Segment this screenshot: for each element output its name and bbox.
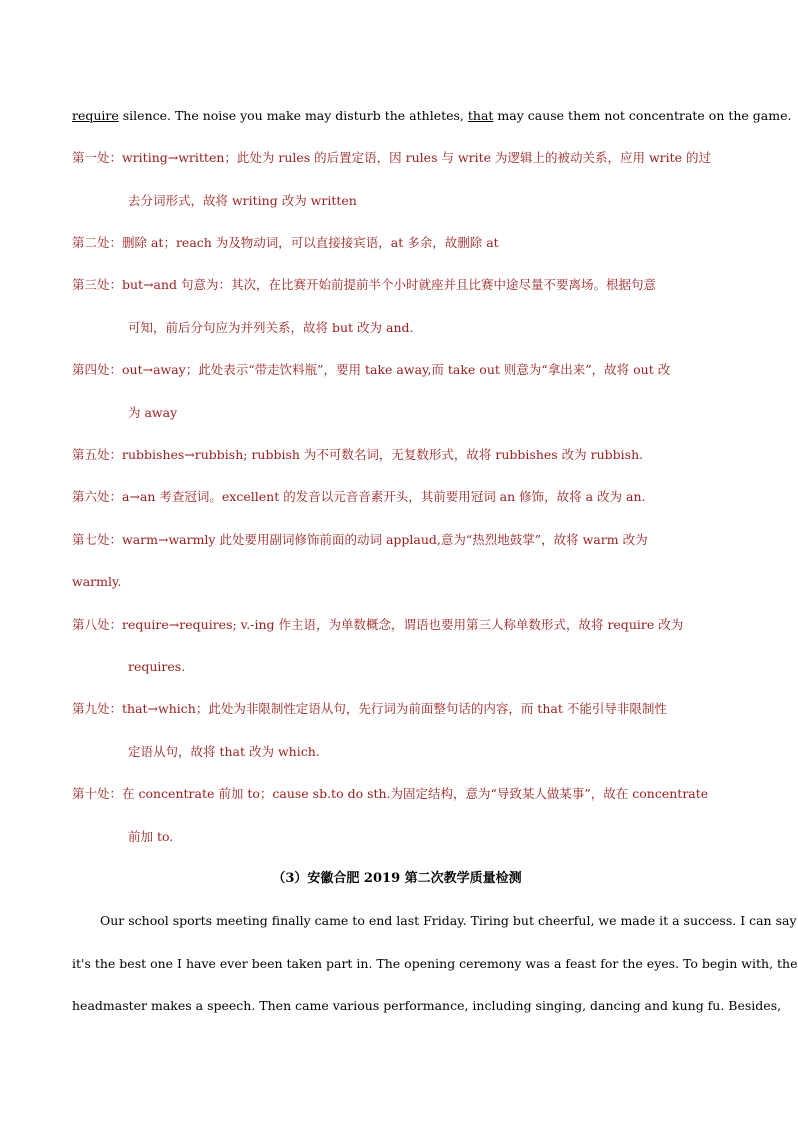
passage-line-1: Our school sports meeting finally came to end last Friday. Tiring but cheerful, we made it a success. I can say (100, 913, 797, 928)
correction-9-line1: 第九处：that→which；此处为非限制性定语从句，先行词为前面整句话的内容，而 that 不能引导非限制性 (72, 701, 667, 716)
passage-line-2: it's the best one I have ever been taken part in. The opening ceremony was a feast for the eyes. To begin with, the (72, 956, 798, 971)
correction-6-line1: 第六处：a→an 考查冠词。excellent 的发音以元音音素开头，其前要用冠词 an 修饰，故将 a 改为 an. (72, 489, 646, 504)
correction-7-line2: warmly. (72, 574, 122, 589)
correction-4-line1: 第四处：out→away；此处表示“带走饮料瓶”，要用 take away,而 take out 则意为“拿出来”，故将 out 改 (72, 362, 671, 377)
top-sentence: require silence. The noise you make may disturb the athletes, that may cause them not concentrate on the game. (72, 108, 792, 123)
underlined-word-require: require (72, 108, 119, 123)
correction-8-line2: requires. (128, 659, 186, 674)
correction-10-line2: 前加 to. (128, 829, 174, 844)
correction-7-line1: 第七处：warm→warmly 此处要用副词修饰前面的动词 applaud,意为“热烈地鼓掌”，故将 warm 改为 (72, 532, 648, 547)
passage-line-3: headmaster makes a speech. Then came various performance, including singing, dancing and kung fu. Besides, (72, 998, 782, 1013)
section-title: （3）安徽合肥 2019 第二次教学质量检测 (272, 871, 522, 886)
underlined-word-that: that (467, 108, 494, 123)
correction-10-line1: 第十处：在 concentrate 前加 to；cause sb.to do sth.为固定结构，意为“导致某人做某事”，故在 concentrate (72, 786, 709, 801)
correction-9-line2: 定语从句，故将 that 改为 which. (128, 744, 320, 759)
correction-3-line1: 第三处：but→and 句意为：其次，在比赛开始前提前半个小时就座并且比赛中途尽量不要离场。根据句意 (72, 277, 657, 292)
correction-1-line2: 去分词形式，故将 writing 改为 written (128, 193, 357, 208)
correction-3-line2: 可知，前后分句应为并列关系，故将 but 改为 and. (128, 320, 414, 335)
correction-5-line1: 第五处：rubbishes→rubbish; rubbish 为不可数名词，无复数形式，故将 rubbishes 改为 rubbish. (72, 447, 644, 462)
correction-4-line2: 为 away (128, 405, 178, 420)
correction-2-line1: 第二处：删除 at；reach 为及物动词，可以直接接宾语，at 多余，故删除 at (72, 235, 499, 250)
correction-1-line1: 第一处：writing→written；此处为 rules 的后置定语，因 rules 与 write 为逻辑上的被动关系，应用 write 的过 (72, 150, 712, 165)
correction-8-line1: 第八处：require→requires; v.-ing 作主语，为单数概念，谓语也要用第三人称单数形式，故将 require 改为 (72, 617, 684, 632)
